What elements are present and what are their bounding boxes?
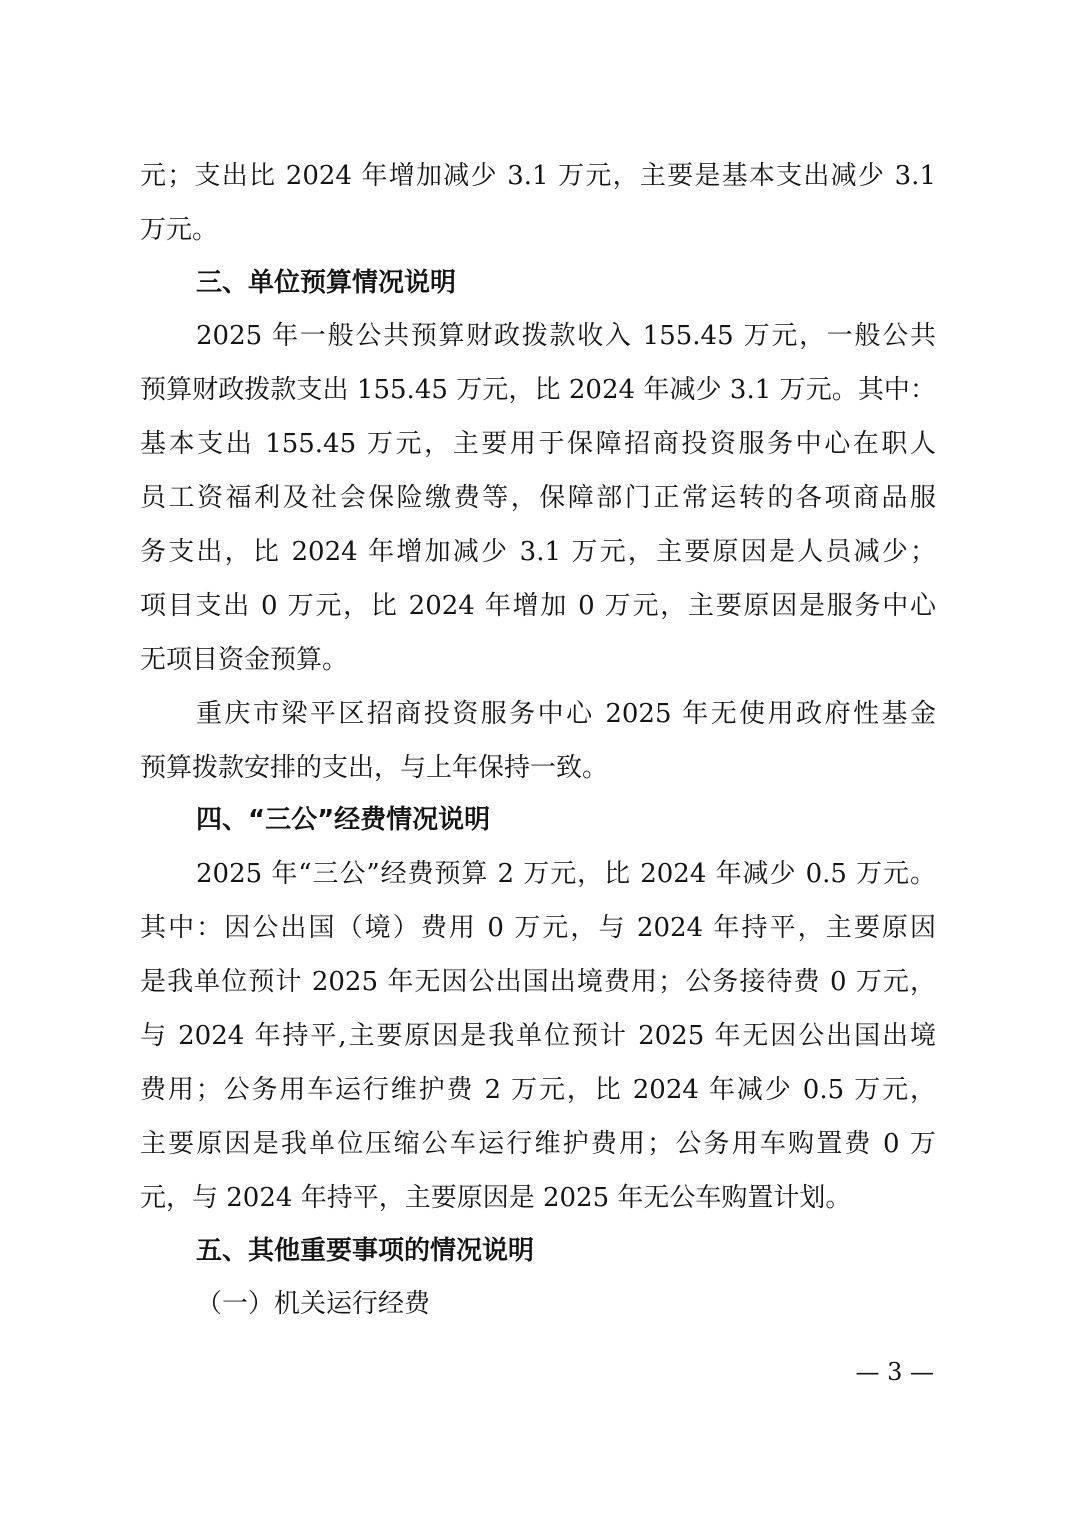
text-line: 2025 年一般公共预算财政拨款收入 155.45 万元，一般公共	[196, 321, 936, 351]
text-line: 无项目资金预算。	[140, 645, 349, 675]
text-line: 员工资福利及社会保险缴费等，保障部门正常运转的各项商品服	[140, 483, 936, 513]
page-number: — 3 —	[855, 1358, 934, 1386]
text-line: 重庆市梁平区招商投资服务中心 2025 年无使用政府性基金	[196, 699, 936, 729]
text-line: 预算拨款安排的支出，与上年保持一致。	[140, 753, 609, 783]
section-heading-5: 五、其他重要事项的情况说明	[196, 1236, 535, 1266]
text-line: 是我单位预计 2025 年无因公出国出境费用；公务接待费 0 万元，	[140, 967, 936, 997]
text-line: 基本支出 155.45 万元，主要用于保障招商投资服务中心在职人	[140, 429, 936, 459]
text-line: 元；支出比 2024 年增加减少 3.1 万元，主要是基本支出减少 3.1	[140, 161, 936, 191]
text-line: 费用；公务用车运行维护费 2 万元，比 2024 年减少 0.5 万元，	[140, 1075, 936, 1105]
text-line: 项目支出 0 万元，比 2024 年增加 0 万元，主要原因是服务中心	[140, 591, 936, 621]
text-line: 预算财政拨款支出 155.45 万元，比 2024 年减少 3.1 万元。其中：	[140, 375, 936, 405]
section-heading-4: 四、“三公”经费情况说明	[196, 805, 491, 835]
text-line: 主要原因是我单位压缩公车运行维护费用；公务用车购置费 0 万	[140, 1129, 936, 1159]
section-heading-3: 三、单位预算情况说明	[196, 268, 457, 298]
text-line: 与 2024 年持平,主要原因是我单位预计 2025 年无因公出国出境	[140, 1021, 936, 1051]
text-line: 元，与 2024 年持平，主要原因是 2025 年无公车购置计划。	[140, 1183, 852, 1213]
text-line: 万元。	[140, 215, 219, 245]
text-line: 其中：因公出国（境）费用 0 万元，与 2024 年持平，主要原因	[140, 913, 936, 943]
text-line: 2025 年“三公”经费预算 2 万元，比 2024 年减少 0.5 万元。	[196, 859, 936, 889]
subsection-heading: （一）机关运行经费	[196, 1289, 431, 1319]
text-line: 务支出，比 2024 年增加减少 3.1 万元，主要原因是人员减少；	[140, 537, 936, 567]
